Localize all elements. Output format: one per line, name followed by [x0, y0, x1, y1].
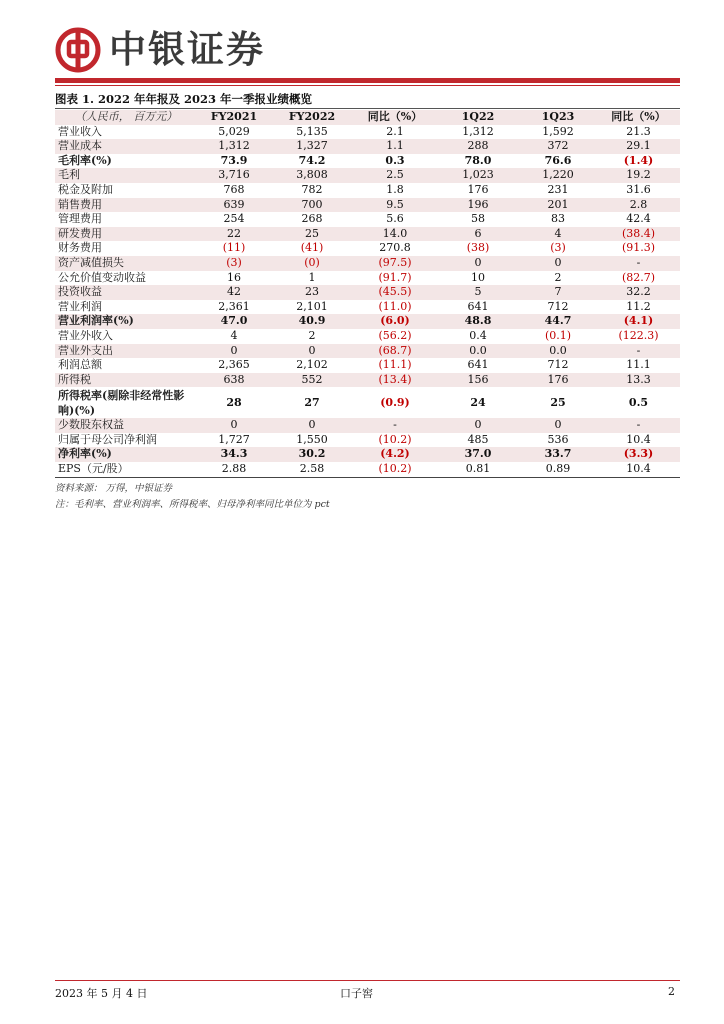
- row-label: 财务费用: [58, 241, 102, 255]
- table-cell: 42: [197, 285, 271, 300]
- table-cell: 32.2: [597, 285, 680, 300]
- table-row: [55, 139, 680, 154]
- table-cell: 1,727: [218, 432, 250, 446]
- table-cell: 156: [437, 373, 519, 388]
- row-label: 销售费用: [55, 198, 197, 213]
- table-cell: 11.2: [626, 299, 651, 313]
- table-cell: (38): [466, 241, 490, 255]
- table-cell: (10.2): [378, 432, 412, 446]
- table-cell: 536: [547, 432, 569, 446]
- table-cell: 2.88: [221, 462, 247, 476]
- table-cell: 30.2: [271, 447, 353, 462]
- table-cell: 641: [467, 299, 489, 313]
- column-header: 同比（%）: [597, 110, 680, 125]
- table-cell: 700: [271, 198, 353, 213]
- footer-company: 口子窖: [340, 987, 373, 1000]
- table-cell: 22: [197, 227, 271, 242]
- table-cell: 10.4: [626, 462, 651, 476]
- table-cell: (4.2): [353, 447, 437, 462]
- table-row: [55, 314, 680, 329]
- table-cell: 48.8: [437, 314, 519, 329]
- table-cell: 4: [230, 328, 238, 342]
- table-cell: 1,550: [296, 432, 328, 446]
- table-cell: 0: [437, 418, 519, 433]
- table-cell: 5: [437, 285, 519, 300]
- table-cell: -: [597, 256, 680, 271]
- table-cell: (0): [271, 256, 353, 271]
- table-row: [55, 433, 680, 448]
- table-row: [55, 418, 680, 433]
- row-label: 营业收入: [58, 124, 102, 138]
- row-label: 归属于母公司净利润: [58, 432, 157, 446]
- table-header-row: [55, 110, 680, 125]
- table-cell: 638: [197, 373, 271, 388]
- table-bottom-rule: [55, 477, 680, 478]
- table-cell: 0: [519, 256, 597, 271]
- brand-name: 中银证券: [109, 28, 265, 71]
- table-row: [55, 154, 680, 169]
- table-cell: 2.5: [353, 168, 437, 183]
- table-row: [55, 329, 680, 344]
- column-header: 1Q22: [437, 110, 519, 125]
- table-cell: 31.6: [626, 182, 651, 196]
- table-cell: 0.4: [469, 328, 487, 342]
- bank-of-china-logo-icon: [55, 27, 101, 73]
- table-cell: 33.7: [519, 447, 597, 462]
- row-label: 资产减值损失: [55, 256, 197, 271]
- table-row: [55, 212, 680, 227]
- table-cell: (6.0): [353, 314, 437, 329]
- table-cell: 2,101: [296, 299, 328, 313]
- table-cell: 47.0: [197, 314, 271, 329]
- table-cell: 1,327: [271, 139, 353, 154]
- row-label: 营业外收入: [58, 328, 113, 342]
- table-cell: 288: [437, 139, 519, 154]
- table-cell: 372: [519, 139, 597, 154]
- footer-rule: [55, 980, 680, 981]
- table-cell: 24: [470, 396, 486, 410]
- table-row: [55, 241, 680, 256]
- table-cell: 5,029: [218, 124, 250, 138]
- header: [55, 26, 265, 74]
- row-label: 少数股东权益: [55, 418, 197, 433]
- table-cell: 29.1: [597, 139, 680, 154]
- table-cell: 76.6: [544, 153, 572, 167]
- table-cell: 2.1: [386, 124, 404, 138]
- table-cell: 0: [197, 418, 271, 433]
- table-cell: (0.1): [544, 328, 572, 342]
- table-row: [55, 285, 680, 300]
- table-cell: 5,135: [296, 124, 328, 138]
- table-cell: (91.3): [621, 241, 656, 255]
- table-cell: (56.2): [378, 328, 412, 342]
- row-label: 营业利润: [58, 299, 102, 313]
- table-cell: (91.7): [378, 270, 412, 284]
- table-cell: (122.3): [618, 328, 659, 342]
- table-cell: 16: [227, 270, 241, 284]
- table-row: [55, 256, 680, 271]
- table-cell: (11.1): [378, 358, 412, 372]
- table-cell: 3,808: [271, 168, 353, 183]
- table-cell: (41): [300, 241, 324, 255]
- row-label: 毛利率(%): [58, 153, 112, 167]
- table-cell: 0: [271, 418, 353, 433]
- row-label: 净利率(%): [55, 447, 197, 462]
- column-header: FY2022: [271, 110, 353, 125]
- table-row: [55, 168, 680, 183]
- figure-rule: [55, 108, 680, 109]
- table-row: [55, 462, 680, 477]
- table-cell: 0.81: [465, 462, 491, 476]
- table-cell: 73.9: [220, 153, 248, 167]
- table-cell: 1: [308, 270, 316, 284]
- table-row: [55, 198, 680, 213]
- table-cell: 176: [467, 182, 489, 196]
- row-label: 税金及附加: [58, 182, 113, 196]
- page-number: 2: [668, 985, 675, 998]
- table-cell: 1.8: [386, 182, 404, 196]
- table-cell: (3.3): [597, 447, 680, 462]
- table-cell: 21.3: [626, 124, 651, 138]
- table-cell: 268: [301, 212, 323, 226]
- table-cell: 1,023: [437, 168, 519, 183]
- table-cell: 1,220: [519, 168, 597, 183]
- table-cell: 1,592: [542, 124, 574, 138]
- table-row: [55, 125, 680, 140]
- table-cell: (3): [197, 256, 271, 271]
- header-rule: [55, 78, 680, 83]
- table-cell: (97.5): [353, 256, 437, 271]
- row-label: 毛利: [55, 168, 197, 183]
- table-cell: 11.1: [626, 358, 651, 372]
- table-cell: 58: [471, 212, 485, 226]
- column-header: 同比（%）: [353, 110, 437, 125]
- table-cell: 37.0: [437, 447, 519, 462]
- table-cell: -: [597, 344, 680, 359]
- table-cell: (38.4): [597, 227, 680, 242]
- table-cell: 44.7: [519, 314, 597, 329]
- table-cell: 34.3: [197, 447, 271, 462]
- table-row: [55, 344, 680, 359]
- table-cell: (11): [222, 241, 246, 255]
- table-cell: (4.1): [597, 314, 680, 329]
- row-label: 营业成本: [55, 139, 197, 154]
- table-cell: 270.8: [379, 241, 411, 255]
- row-label: 营业利润率(%): [55, 314, 197, 329]
- table-cell: 3,716: [197, 168, 271, 183]
- table-cell: 1,312: [462, 124, 494, 138]
- table-cell: 14.0: [353, 227, 437, 242]
- financial-summary-table: [55, 110, 680, 477]
- table-cell: 0: [197, 344, 271, 359]
- row-label: 管理费用: [58, 212, 102, 226]
- table-cell: 13.3: [597, 373, 680, 388]
- table-cell: 2,361: [218, 299, 250, 313]
- table-cell: 27: [304, 396, 320, 410]
- row-label: EPS（元/股）: [58, 462, 129, 476]
- table-cell: 10: [471, 270, 485, 284]
- table-cell: (3): [550, 241, 566, 255]
- table-cell: 782: [301, 182, 323, 196]
- table-cell: 23: [271, 285, 353, 300]
- table-cell: 2: [308, 328, 316, 342]
- table-cell: (68.7): [353, 344, 437, 359]
- table-cell: (0.9): [380, 396, 410, 410]
- table-cell: 254: [223, 212, 245, 226]
- table-cell: 40.9: [271, 314, 353, 329]
- table-cell: 0.89: [545, 462, 571, 476]
- table-cell: 25: [550, 396, 566, 410]
- row-label: 公允价值变动收益: [58, 270, 146, 284]
- table-cell: 0.0: [519, 344, 597, 359]
- table-cell: 768: [223, 182, 245, 196]
- table-cell: 0: [437, 256, 519, 271]
- table-row: [55, 271, 680, 286]
- table-row: [55, 183, 680, 198]
- table-cell: (82.7): [621, 270, 656, 284]
- table-cell: 1.1: [353, 139, 437, 154]
- table-cell: 2,102: [296, 358, 328, 372]
- table-cell: 176: [519, 373, 597, 388]
- table-cell: 641: [467, 358, 489, 372]
- table-cell: 0.0: [437, 344, 519, 359]
- table-cell: 0.3: [385, 153, 405, 167]
- table-cell: (1.4): [623, 153, 654, 167]
- header-rule-thin: [55, 85, 680, 86]
- source-note: 资料来源： 万得，中银证券: [55, 483, 173, 494]
- column-header: （人民币， 百万元）: [55, 110, 197, 125]
- table-cell: 10.4: [626, 432, 651, 446]
- table-cell: 7: [519, 285, 597, 300]
- table-cell: 552: [271, 373, 353, 388]
- table-cell: -: [597, 418, 680, 433]
- table-cell: 6: [437, 227, 519, 242]
- table-cell: 712: [547, 358, 569, 372]
- table-cell: 1,312: [197, 139, 271, 154]
- remark-note: 注：毛利率、营业利润率、所得税率、归母净利率同比单位为 pct: [55, 499, 330, 510]
- row-label: 研发费用: [55, 227, 197, 242]
- table-cell: 74.2: [298, 153, 326, 167]
- table-cell: (13.4): [353, 373, 437, 388]
- row-label: 利润总额: [58, 358, 102, 372]
- table-cell: 2,365: [218, 358, 250, 372]
- table-cell: 78.0: [464, 153, 492, 167]
- table-row: [55, 373, 680, 388]
- table-cell: 485: [467, 432, 489, 446]
- table-cell: 2: [554, 270, 562, 284]
- table-row: [55, 358, 680, 373]
- row-label: 所得税率(剔除非经常性影响)(%): [58, 388, 185, 417]
- table-cell: 4: [519, 227, 597, 242]
- table-cell: 231: [547, 182, 569, 196]
- table-cell: 196: [437, 198, 519, 213]
- figure-title: 图表 1. 2022 年年报及 2023 年一季报业绩概览: [55, 92, 313, 106]
- table-cell: 0.5: [628, 396, 649, 410]
- table-cell: 639: [197, 198, 271, 213]
- row-label: 营业外支出: [55, 344, 197, 359]
- table-cell: 19.2: [597, 168, 680, 183]
- row-label: 所得税: [55, 373, 197, 388]
- table-cell: 712: [547, 299, 569, 313]
- row-label: 投资收益: [55, 285, 197, 300]
- column-header: FY2021: [197, 110, 271, 125]
- table-row: [55, 447, 680, 462]
- table-cell: (45.5): [353, 285, 437, 300]
- table-row: [55, 227, 680, 242]
- table-cell: 42.4: [626, 212, 651, 226]
- table-row: [55, 300, 680, 315]
- footer-date: 2023 年 5 月 4 日: [55, 987, 148, 1000]
- table-cell: 28: [226, 396, 242, 410]
- column-header: 1Q23: [519, 110, 597, 125]
- table-cell: 83: [551, 212, 565, 226]
- table-cell: 5.6: [386, 212, 404, 226]
- table-cell: 25: [271, 227, 353, 242]
- table-cell: 0: [519, 418, 597, 433]
- table-cell: 9.5: [353, 198, 437, 213]
- table-cell: 2.58: [299, 462, 325, 476]
- table-cell: 2.8: [597, 198, 680, 213]
- table-row: [55, 387, 680, 418]
- table-cell: 0: [271, 344, 353, 359]
- table-cell: (11.0): [378, 299, 412, 313]
- table-cell: -: [353, 418, 437, 433]
- table-cell: (10.2): [378, 462, 412, 476]
- table-cell: 201: [519, 198, 597, 213]
